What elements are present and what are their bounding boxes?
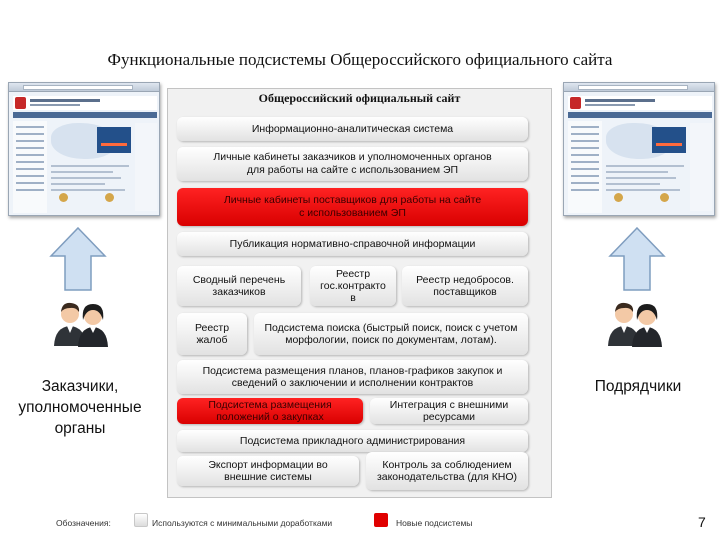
panel-title: Общероссийский официальный сайт bbox=[258, 91, 461, 105]
external-integration: Интеграция с внешними ресурсами bbox=[370, 398, 528, 424]
up-arrow-icon bbox=[608, 226, 666, 292]
page-number: 7 bbox=[698, 514, 706, 530]
emblem-icon bbox=[570, 97, 581, 109]
right-site-screenshot bbox=[563, 82, 715, 216]
users-icon bbox=[50, 300, 114, 348]
legend-new-label: Новые подсистемы bbox=[396, 518, 473, 528]
slide-title: Функциональные подсистемы Общероссийского официального сайта bbox=[107, 50, 613, 69]
customer-cabinets: Личные кабинеты заказчиков и уполномоченных органов для работы на сайте с использованием ЭП bbox=[177, 147, 528, 181]
procurement-placement: Подсистема размещения положений о закупках bbox=[177, 398, 363, 424]
up-arrow-icon bbox=[49, 226, 107, 292]
legend-existing-swatch bbox=[134, 513, 148, 527]
left-site-screenshot bbox=[8, 82, 160, 216]
export-external: Экспорт информации во внешние системы bbox=[177, 456, 359, 486]
contractors-label: Подрядчики bbox=[594, 378, 682, 395]
complaints-registry: Реестр жалоб bbox=[177, 313, 247, 355]
compliance-control: Контроль за соблюдением законодательства (для КНО) bbox=[366, 452, 528, 490]
users-icon bbox=[604, 300, 668, 348]
emblem-icon bbox=[15, 97, 26, 109]
customers-label: Заказчики, уполномоченные органы bbox=[18, 378, 142, 437]
unfair-suppliers-registry: Реестр недобросов. поставщиков bbox=[402, 266, 528, 306]
reference-publication: Публикация нормативно-справочной информации bbox=[177, 232, 528, 256]
plans-subsystem: Подсистема размещения планов, планов-графиков закупок и сведений о заключении и исполнении контрактов bbox=[177, 360, 528, 394]
legend-new-swatch bbox=[374, 513, 388, 527]
contract-registry: Реестр гос.контракто в bbox=[310, 266, 396, 306]
legend-existing-label: Используются с минимальными доработками bbox=[152, 518, 333, 528]
customer-list: Сводный перечень заказчиков bbox=[177, 266, 301, 306]
supplier-cabinets: Личные кабинеты поставщиков для работы на сайте с использованием ЭП bbox=[177, 188, 528, 226]
info-analytic-system: Информационно-аналитическая система bbox=[177, 117, 528, 141]
administration-subsystem: Подсистема прикладного администрирования bbox=[177, 430, 528, 452]
search-subsystem: Подсистема поиска (быстрый поиск, поиск с учетом морфологии, поиск по документам, лотам). bbox=[254, 313, 528, 355]
legend-title: Обозначения: bbox=[56, 518, 111, 528]
